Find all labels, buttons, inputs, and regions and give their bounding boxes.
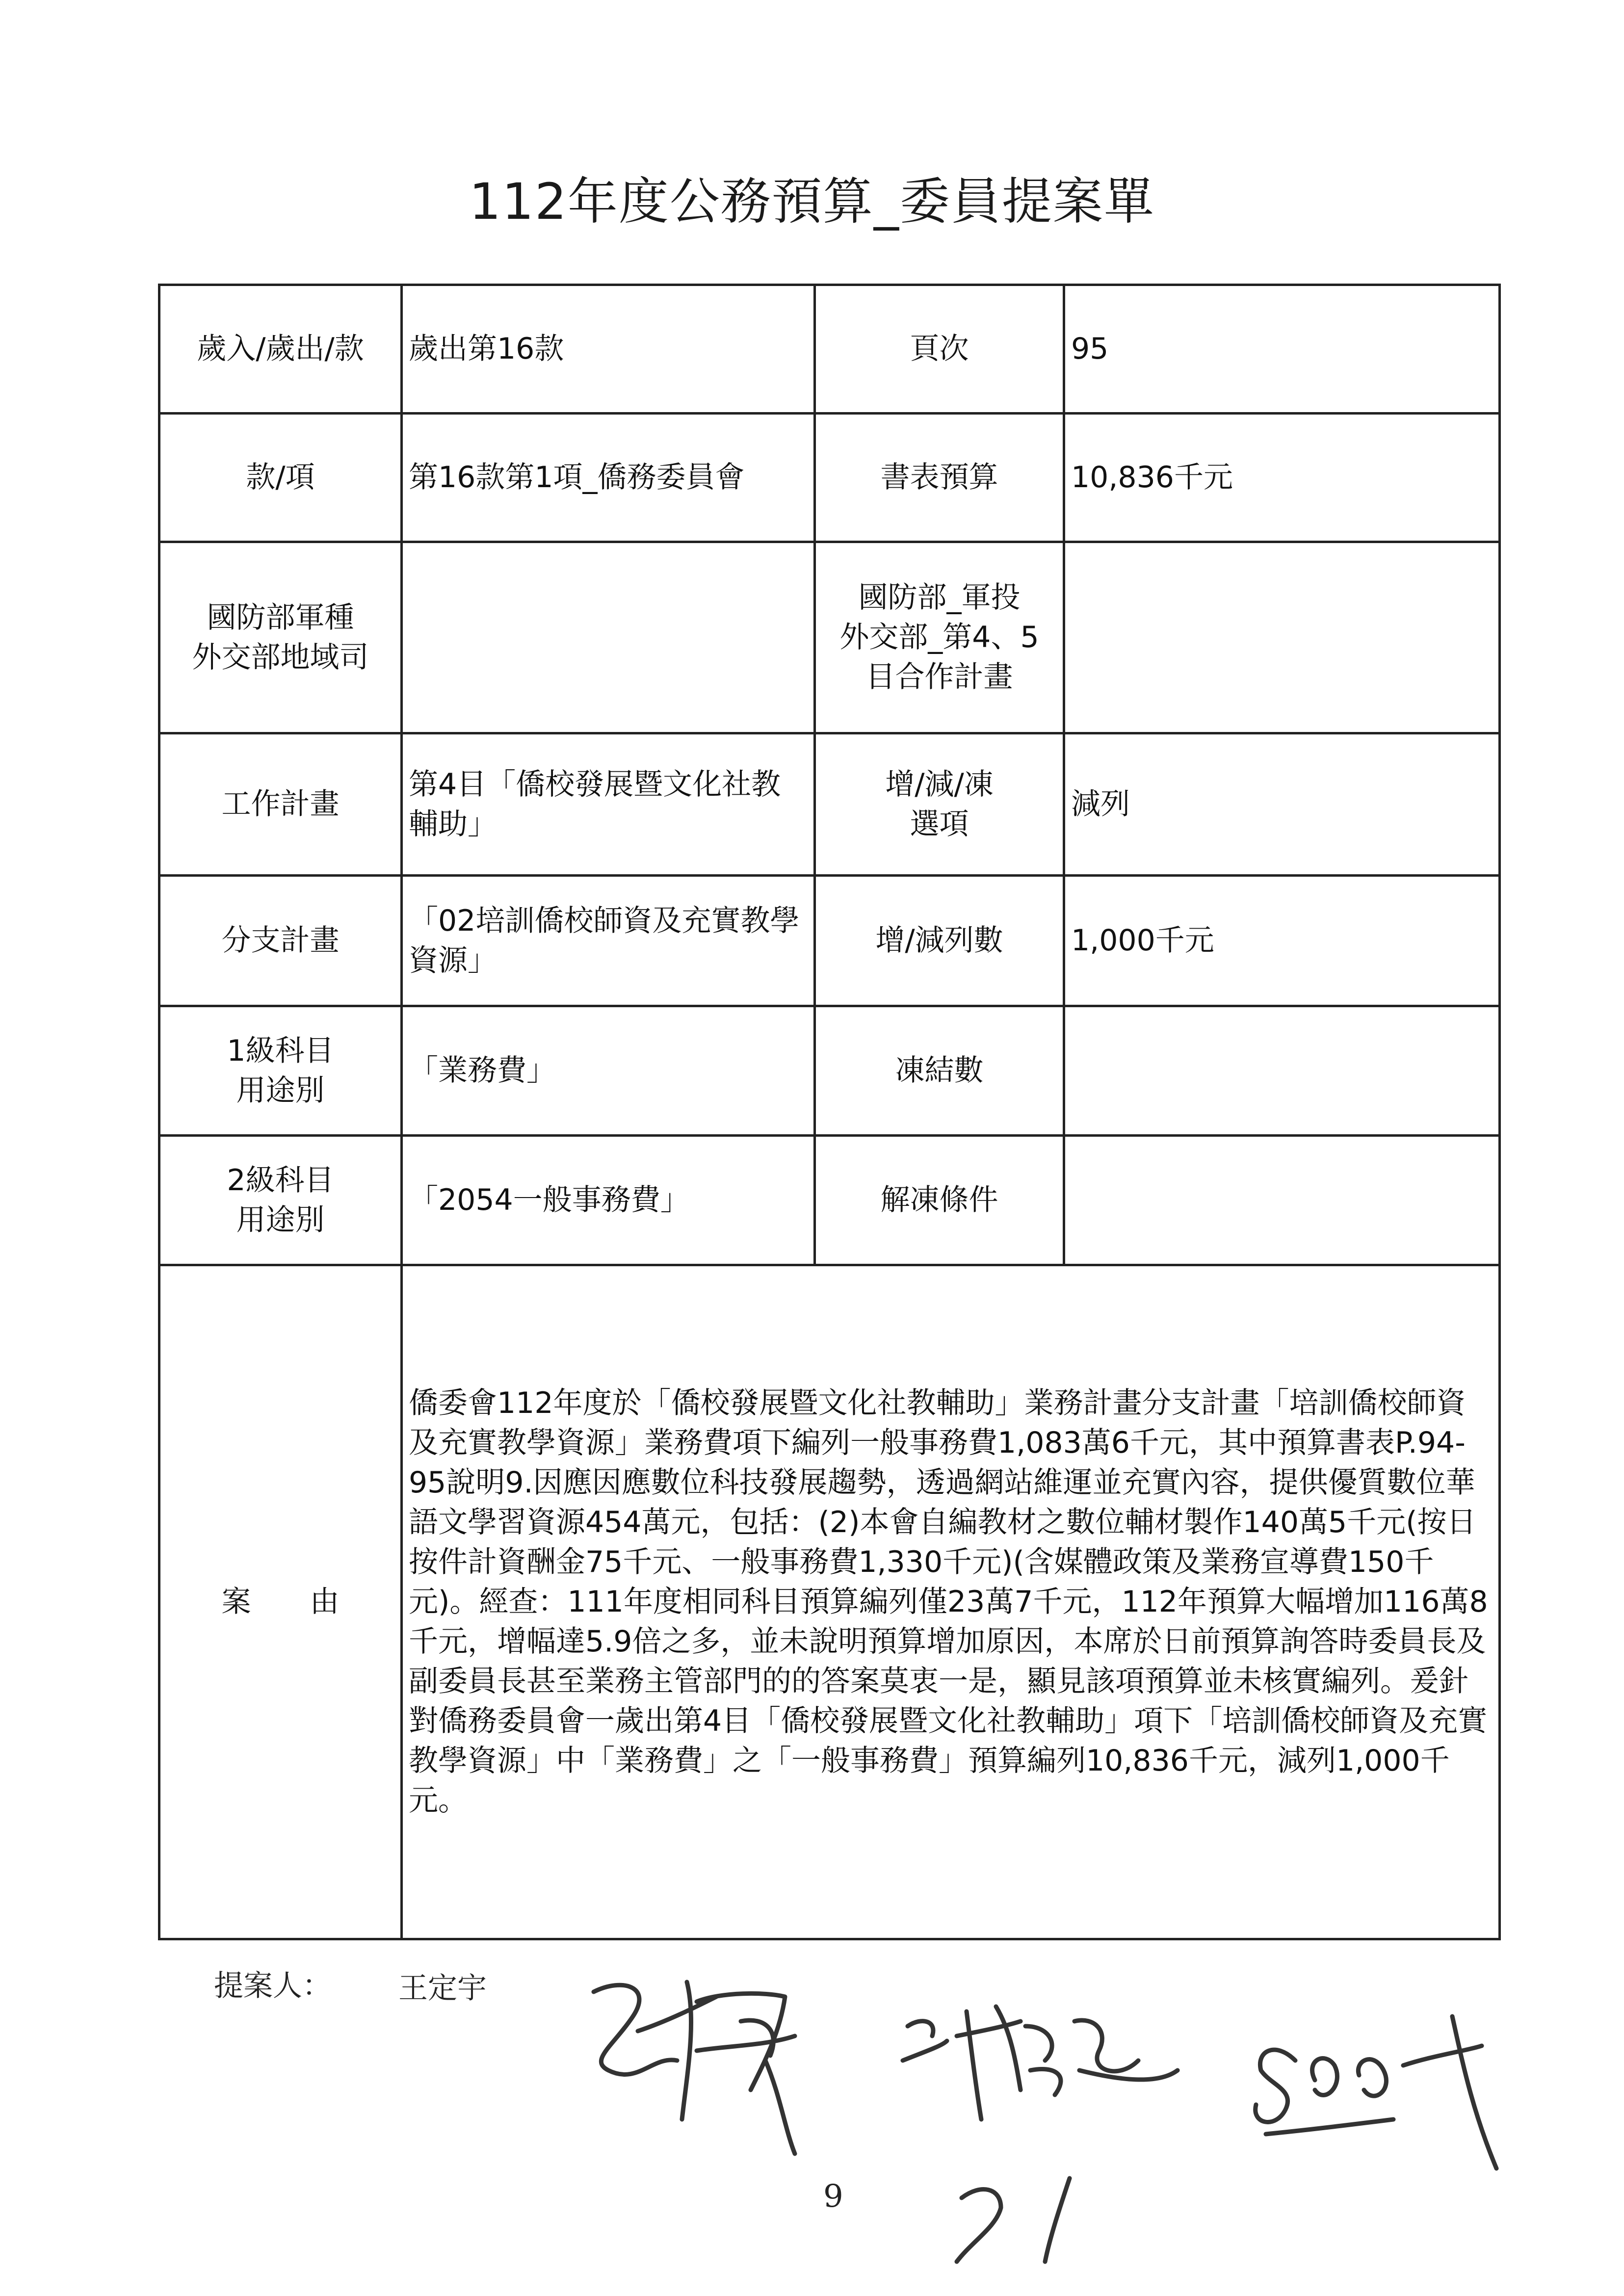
field-value: 「2054一般事務費」: [402, 1136, 815, 1265]
document-title: 112年度公務預算_委員提案單: [469, 173, 1155, 231]
field-label-line: 選項: [910, 807, 969, 841]
field-label: 書表預算: [815, 414, 1064, 542]
page-number: 9: [823, 2178, 843, 2215]
field-label: [159, 1136, 402, 1265]
field-value: 10,836千元: [1064, 414, 1500, 542]
field-label-line: 2級科目: [227, 1163, 334, 1198]
table-row: [159, 876, 1500, 1006]
reason-text: 僑委會112年度於「僑校發展暨文化社教輔助」業務計畫分支計畫「培訓僑校師資及充實教學資源」業務費項下編列一般事務費1,083萬6千元，其中預算書表P.94-95說明9.因應因應數位科技發展趨勢，透過網站維運並充實內容，提供優質數位華語文學習資源454萬元，包括：(2)本會自編教材之數位輔材製作140萬5千元(按日按件計資酬金75千元、一般事務費1,330千元)(含媒體政策及業務宣導費150千元)。經查：111年度相同科目預算編列僅23萬7千元，112年預算大幅增加116萬8千元，增幅達5.9倍之多，並未說明預算增加原因，本席於日前預算詢答時委員長及副委員長甚至業務主管部門的的答案莫衷一是，顯見該項預算並未核實編列。爰針對僑務委員會一歲出第4目「僑校發展暨文化社教輔助」項下「培訓僑校師資及充實教學資源」中「業務費」之「一般事務費」預算編列10,836千元，減列1,000千元。: [402, 1265, 1500, 1939]
table-row: [159, 542, 1500, 733]
field-label: [815, 542, 1064, 733]
table-row: [159, 285, 1500, 414]
field-label: [815, 733, 1064, 876]
field-label-line: 用途別: [236, 1073, 325, 1108]
field-label: 款/項: [159, 414, 402, 542]
table-row: [159, 1265, 1500, 1939]
signature-mark: [1256, 2016, 1496, 2168]
field-value: [402, 542, 815, 733]
field-value: 第4目「僑校發展暨文化社教輔助」: [402, 733, 815, 876]
field-label-line: 1級科目: [227, 1033, 334, 1068]
field-label: [159, 1006, 402, 1136]
field-label-line: 目合作計畫: [865, 660, 1013, 694]
field-label-line: 外交部_第4、5: [839, 620, 1039, 654]
field-label: 歲入/歲出/款: [159, 285, 402, 414]
field-label: 工作計畫: [159, 733, 402, 876]
field-value: 1,000千元: [1064, 876, 1500, 1006]
field-label-line: 外交部地域司: [192, 640, 369, 675]
field-label: 解凍條件: [815, 1136, 1064, 1265]
signature-mark: [957, 2178, 1070, 2262]
field-value: 減列: [1064, 733, 1500, 876]
field-value: [1064, 1006, 1500, 1136]
field-value: 「業務費」: [402, 1006, 815, 1136]
field-value: 「02培訓僑校師資及充實教學資源」: [402, 876, 815, 1006]
proposer-label: 提案人：: [214, 1969, 332, 2003]
reason-label: 案 由: [159, 1265, 402, 1939]
proposal-form-table: [158, 284, 1501, 1940]
field-label-line: 增/減/凍: [885, 767, 994, 802]
field-label: 增/減列數: [815, 876, 1064, 1006]
field-label-line: 用途別: [236, 1202, 325, 1237]
table-row: [159, 414, 1500, 542]
field-label: 分支計畫: [159, 876, 402, 1006]
signature-mark: [594, 1982, 795, 2154]
field-label-line: 國防部軍種: [207, 600, 354, 635]
field-label: 凍結數: [815, 1006, 1064, 1136]
field-label: 頁次: [815, 285, 1064, 414]
field-value: 第16款第1項_僑務委員會: [402, 414, 815, 542]
field-value: [1064, 542, 1500, 733]
signature-mark: [903, 2007, 1178, 2119]
table-row: [159, 733, 1500, 876]
field-value: 95: [1064, 285, 1500, 414]
table-row: [159, 1136, 1500, 1265]
table-row: [159, 1006, 1500, 1136]
proposer-name: 王定宇: [398, 1971, 487, 2006]
field-label-line: 國防部_軍投: [858, 580, 1021, 615]
field-value: [1064, 1136, 1500, 1265]
field-label: [159, 542, 402, 733]
field-value: 歲出第16款: [402, 285, 815, 414]
